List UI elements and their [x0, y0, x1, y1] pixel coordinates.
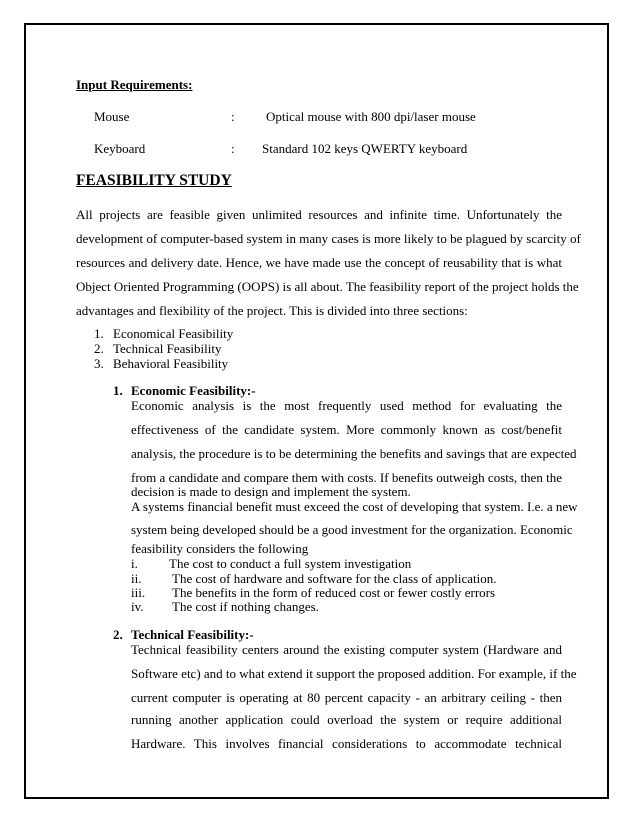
consideration-number: i. [131, 556, 138, 571]
intro-line: All projects are feasible given unlimited resources and infinite time. Unfortunately the [76, 207, 562, 222]
feasibility-study-title: FEASIBILITY STUDY [76, 172, 232, 189]
keyboard-value: Standard 102 keys QWERTY keyboard [262, 141, 468, 156]
section-list-item: Technical Feasibility [113, 341, 222, 356]
technical-para-line: Software etc) and to what extend it support the proposed addition. For example, if the [131, 666, 577, 681]
economic-para2-line: feasibility considers the following [131, 541, 309, 556]
mouse-value: Optical mouse with 800 dpi/laser mouse [266, 109, 476, 124]
section-list-number: 3. [94, 356, 104, 371]
technical-heading: Technical Feasibility:- [131, 627, 254, 642]
consideration-item: The cost if nothing changes. [172, 599, 319, 614]
technical-number: 2. [113, 627, 123, 642]
input-requirements-heading: Input Requirements: [76, 77, 193, 92]
intro-line: development of computer-based system in many cases is more likely to be plagued by scarcity of [76, 231, 581, 246]
economic-para-line: Economic analysis is the most frequently used method for evaluating the [131, 398, 562, 413]
keyboard-label: Keyboard [94, 141, 146, 156]
intro-line: resources and delivery date. Hence, we have made use the concept of reusability that is what [76, 255, 562, 270]
mouse-label: Mouse [94, 109, 130, 124]
technical-para-line: Technical feasibility centers around the existing computer system (Hardware and [131, 642, 562, 657]
technical-para-line: current computer is operating at 80 percent capacity - an arbitrary ceiling - then [131, 690, 562, 705]
section-list-item: Economical Feasibility [113, 326, 234, 341]
economic-para-line: from a candidate and compare them with costs. If benefits outweigh costs, then the [131, 470, 562, 485]
consideration-number: iv. [131, 599, 144, 614]
consideration-number: iii. [131, 585, 146, 600]
consideration-item: The cost of hardware and software for the class of application. [172, 571, 497, 586]
intro-line: Object Oriented Programming (OOPS) is all about. The feasibility report of the project holds the [76, 279, 579, 294]
economic-number: 1. [113, 383, 123, 398]
keyboard-separator: : [231, 141, 235, 156]
economic-para2-line: A systems financial benefit must exceed the cost of developing that system. I.e. a new [131, 499, 578, 514]
technical-para-line: Hardware. This involves financial considerations to accommodate technical [131, 736, 562, 751]
economic-para-line: analysis, the procedure is to be determining the benefits and savings that are expected [131, 446, 577, 461]
consideration-item: The cost to conduct a full system investigation [169, 556, 412, 571]
economic-para2-line: system being developed should be a good investment for the organization. Economic [131, 522, 573, 537]
economic-heading: Economic Feasibility:- [131, 383, 256, 398]
intro-line: advantages and flexibility of the project. This is divided into three sections: [76, 303, 468, 318]
section-list-item: Behavioral Feasibility [113, 356, 229, 371]
section-list-number: 2. [94, 341, 104, 356]
consideration-number: ii. [131, 571, 142, 586]
technical-para-line: running another application could overload the system or require additional [131, 712, 562, 727]
economic-para-line: effectiveness of the candidate system. More commonly known as cost/benefit [131, 422, 562, 437]
consideration-item: The benefits in the form of reduced cost or fewer costly errors [172, 585, 496, 600]
mouse-separator: : [231, 109, 235, 124]
economic-para-line: decision is made to design and implement the system. [131, 484, 411, 499]
section-list-number: 1. [94, 326, 104, 341]
